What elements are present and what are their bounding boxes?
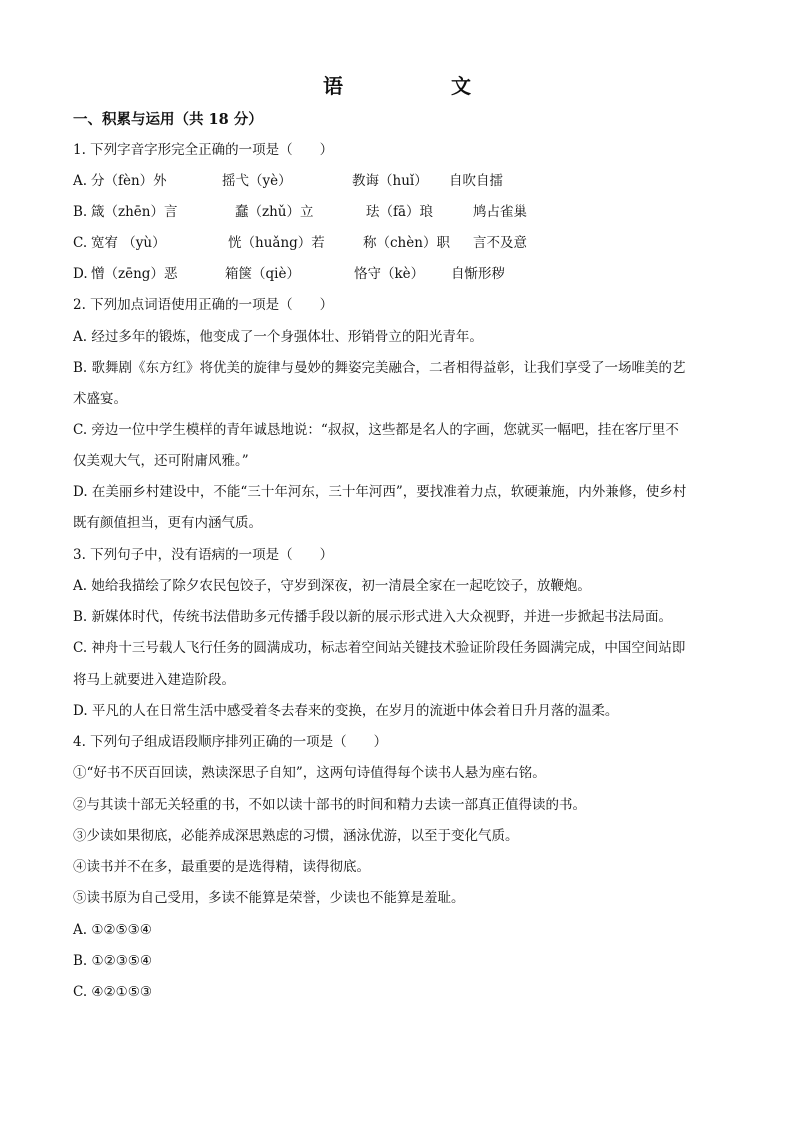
q2-option-a: A. 经过多年的锻炼，他变成了一个身强体壮、形销骨立的阳光青年。 xyxy=(73,329,483,345)
q2-option-c: C. 旁边一位中学生模样的青年诚恳地说：“叔叔，这些都是名人的字画，您就买一幅吧，挂在客厅里不 xyxy=(73,422,679,438)
q2-option-b-cont: 术盛宴。 xyxy=(73,391,127,407)
q3-option-d: D. 平凡的人在日常生活中感受着冬去春来的变换，在岁月的流逝中体会着日升月落的温柔。 xyxy=(73,703,619,719)
q4-sentence-5: ⑤读书原为自己受用，多读不能算是荣誉，少读也不能算是羞耻。 xyxy=(73,890,465,906)
q4-sentence-2: ②与其读十部无关轻重的书，不如以读十部书的时间和精力去读一部真正值得读的书。 xyxy=(73,797,586,813)
q1-option-a-item: 教诲（huǐ） xyxy=(352,173,428,189)
q1-option-c-item: 恍（huǎng）若 xyxy=(228,235,325,251)
q4-option-c: C. ④②①⑤③ xyxy=(73,984,152,1000)
q1-option-c-letter: C. xyxy=(73,235,88,251)
q1-option-c-item: 宽宥 （yù） xyxy=(91,235,166,251)
q4-sentence-4: ④读书并不在多，最重要的是选得精，读得彻底。 xyxy=(73,859,370,875)
q1-option-b-item: 鸠占雀巢 xyxy=(473,204,527,220)
q1-option-b-item: 箴（zhēn）言 xyxy=(91,204,178,220)
q3-option-a: A. 她给我描绘了除夕农民包饺子，守岁到深夜，初一清晨全家在一起吃饺子，放鞭炮。 xyxy=(73,578,591,594)
q1-option-d-item: 自惭形秽 xyxy=(451,266,505,282)
q1-option-b-letter: B. xyxy=(73,204,88,220)
q3-option-c: C. 神舟十三号载人飞行任务的圆满成功，标志着空间站关键技术验证阶段任务圆满完成，中国空间站即 xyxy=(73,640,686,656)
q1-option-a-item: 自吹自擂 xyxy=(449,173,503,189)
q4-option-a: A. ①②⑤③④ xyxy=(73,922,152,938)
q1-option-d-letter: D. xyxy=(73,266,88,282)
q1-option-a-letter: A. xyxy=(73,173,88,189)
q3-stem: 3. 下列句子中，没有语病的一项是（ ） xyxy=(73,547,334,563)
q1-option-c-item: 言不及意 xyxy=(473,235,527,251)
q2-option-c-cont: 仅美观大气，还可附庸风雅。” xyxy=(73,453,249,469)
q3-option-c-cont: 将马上就要进入建造阶段。 xyxy=(73,672,235,688)
q1-option-d-item: 憎（zēng）恶 xyxy=(91,266,178,282)
q1-option-d-item: 箱箧（qiè） xyxy=(225,266,300,282)
q4-sentence-1: ①“好书不厌百回读，熟读深思子自知”，这两句诗值得每个读书人悬为座右铭。 xyxy=(73,765,546,781)
q3-option-b: B. 新媒体时代，传统书法借助多元传播手段以新的展示形式进入大众视野，并进一步掀起书法局面。 xyxy=(73,609,673,625)
page-title: 语 文 xyxy=(323,74,515,98)
q2-option-d-cont: 既有颜值担当，更有内涵气质。 xyxy=(73,515,262,531)
q1-option-c-item: 称（chèn）职 xyxy=(363,235,450,251)
section-heading: 一、积累与运用（共 18 分） xyxy=(73,111,263,128)
q4-option-b: B. ①②③⑤④ xyxy=(73,953,153,969)
q2-option-d: D. 在美丽乡村建设中，不能“三十年河东，三十年河西”，要找准着力点，软硬兼施，内外兼修，使乡村 xyxy=(73,484,687,500)
q1-option-b-item: 珐（fā）琅 xyxy=(366,204,434,220)
q4-stem: 4. 下列句子组成语段顺序排列正确的一项是（ ） xyxy=(73,734,388,750)
q4-sentence-3: ③少读如果彻底，必能养成深思熟虑的习惯，涵泳优游，以至于变化气质。 xyxy=(73,828,519,844)
q1-option-a-item: 分（fèn）外 xyxy=(91,173,167,189)
q1-option-b-item: 蠢（zhǔ）立 xyxy=(235,204,314,220)
q1-option-a-item: 摇弋（yè） xyxy=(222,173,292,189)
q1-stem: 1. 下列字音字形完全正确的一项是（ ） xyxy=(73,142,334,158)
q1-option-d-item: 恪守（kè） xyxy=(354,266,425,282)
q2-option-b: B. 歌舞剧《东方红》将优美的旋律与曼妙的舞姿完美融合，二者相得益彰，让我们享受了一场唯美的艺 xyxy=(73,360,686,376)
q2-stem: 2. 下列加点词语使用正确的一项是（ ） xyxy=(73,297,334,313)
